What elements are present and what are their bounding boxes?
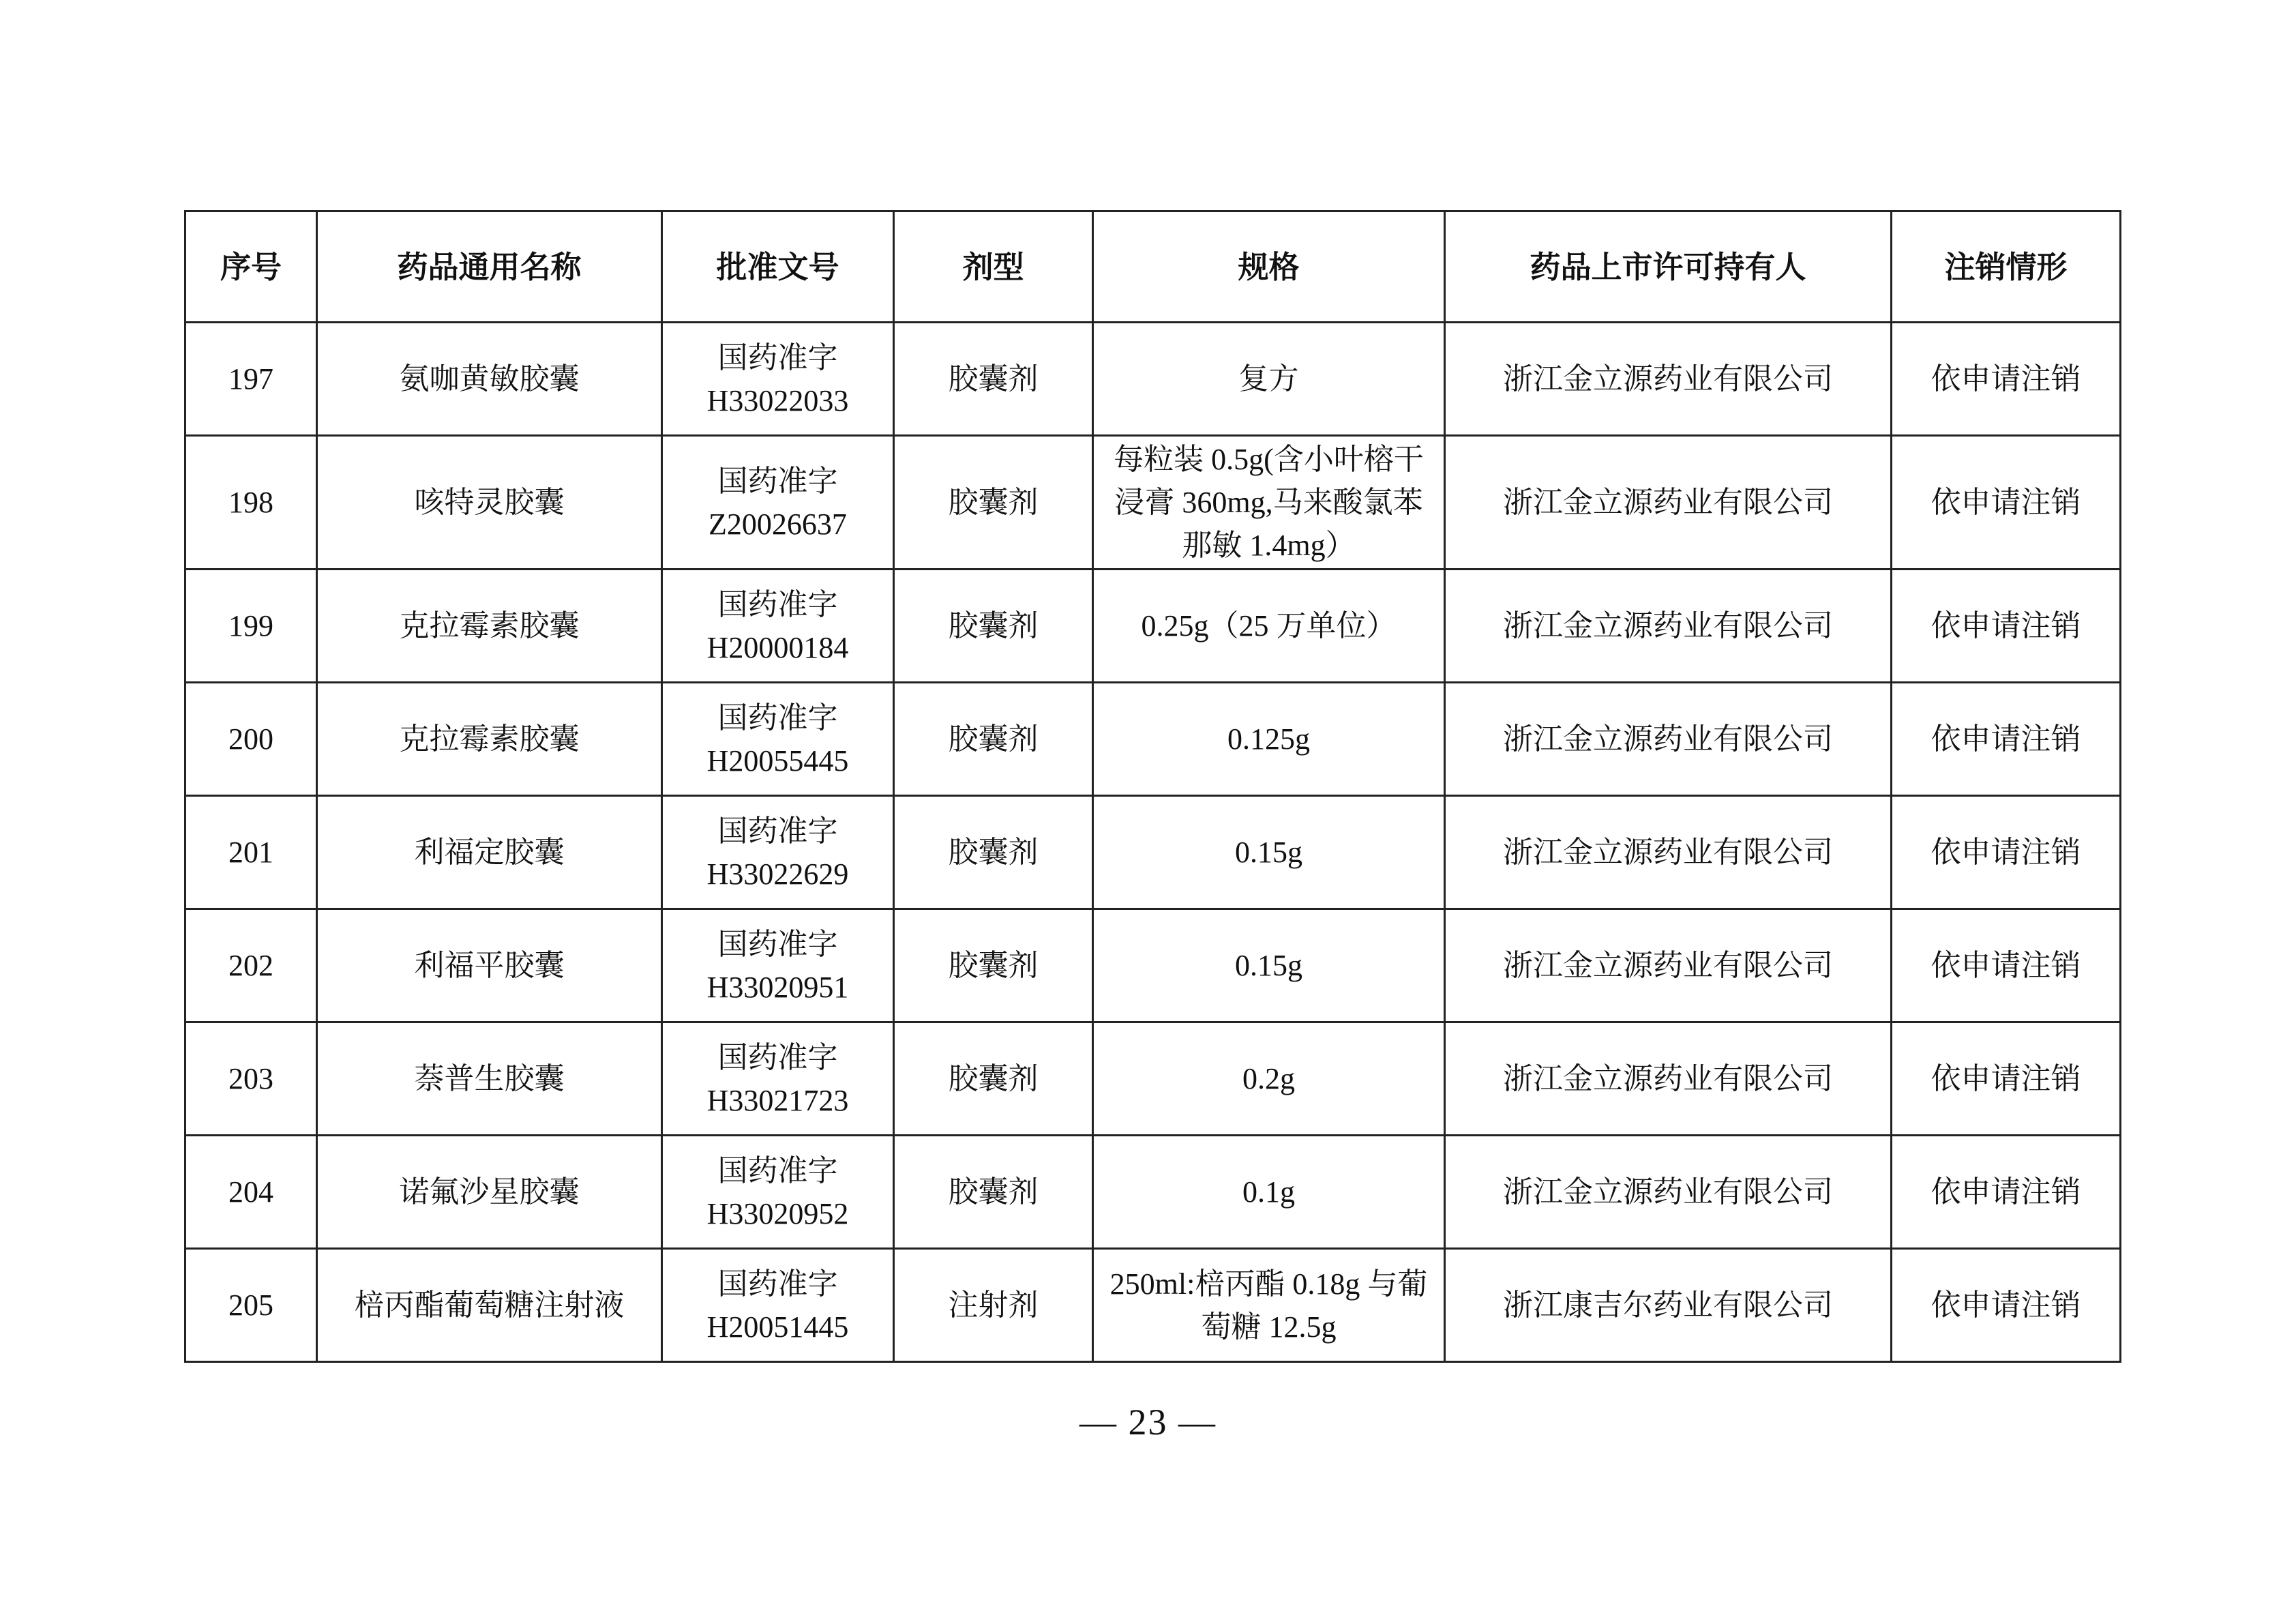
cell-specification — [1093, 909, 1445, 1022]
cell-serial-number: 205 — [185, 1249, 317, 1362]
cell-status: 依申请注销 — [1892, 570, 2121, 683]
cell-approval-number — [662, 909, 894, 1022]
cell-approval-number — [662, 796, 894, 909]
cell-approval-number-line: 国药准字 — [717, 1040, 838, 1074]
cell-approval-number-line: H33021723 — [706, 1083, 849, 1117]
cell-specification-line: 复方 — [1238, 362, 1299, 396]
table-row — [185, 570, 2121, 683]
cell-dosage-form: 胶囊剂 — [894, 909, 1093, 1022]
cell-specification-line: 每粒装 0.5g(含小叶榕干 — [1114, 443, 1424, 476]
cell-specification-line: 0.15g — [1235, 949, 1302, 982]
cell-dosage-form: 胶囊剂 — [894, 1136, 1093, 1249]
cell-holder: 浙江康吉尔药业有限公司 — [1445, 1249, 1892, 1362]
cell-approval-number-line: H33020951 — [706, 970, 849, 1004]
drug-cancellation-table — [184, 210, 2121, 1363]
cell-approval-number-line: 国药准字 — [717, 927, 838, 961]
cell-drug-name: 利福平胶囊 — [317, 909, 662, 1022]
cell-specification-line: 0.2g — [1242, 1062, 1295, 1095]
cell-approval-number-line: H20051445 — [706, 1310, 849, 1344]
cell-specification-line: 那敏 1.4mg） — [1182, 529, 1356, 562]
page-number: — 23 — — [1079, 1402, 1217, 1443]
cell-status: 依申请注销 — [1892, 1136, 2121, 1249]
cell-specification-line: 浸膏 360mg,马来酸氯苯 — [1114, 486, 1423, 519]
cell-holder: 浙江金立源药业有限公司 — [1445, 683, 1892, 796]
cell-approval-number-line: 国药准字 — [717, 464, 838, 498]
header-dosage-form: 剂型 — [894, 211, 1093, 323]
table-row — [185, 436, 2121, 570]
cell-approval-number-line: H33020952 — [706, 1196, 849, 1230]
cell-specification-line: 250ml:棓丙酯 0.18g 与葡 — [1109, 1267, 1428, 1301]
cell-specification-line: 萄糖 12.5g — [1201, 1310, 1337, 1344]
cell-holder: 浙江金立源药业有限公司 — [1445, 796, 1892, 909]
cell-specification-line: 0.125g — [1227, 722, 1310, 756]
table-header-row — [185, 211, 2121, 323]
cell-specification — [1093, 1022, 1445, 1136]
header-marketing-authorization-holder: 药品上市许可持有人 — [1445, 211, 1892, 323]
cell-dosage-form: 胶囊剂 — [894, 683, 1093, 796]
cell-approval-number-line: 国药准字 — [717, 587, 838, 621]
cell-approval-number-line: 国药准字 — [717, 814, 838, 848]
cell-specification — [1093, 796, 1445, 909]
cell-dosage-form: 胶囊剂 — [894, 436, 1093, 570]
cell-specification — [1093, 436, 1445, 570]
cell-serial-number: 200 — [185, 683, 317, 796]
table-body — [185, 323, 2121, 1362]
cell-dosage-form: 胶囊剂 — [894, 323, 1093, 436]
cell-status: 依申请注销 — [1892, 1022, 2121, 1136]
header-drug-generic-name: 药品通用名称 — [317, 211, 662, 323]
cell-specification-line: 0.1g — [1242, 1175, 1295, 1209]
cell-status: 依申请注销 — [1892, 1249, 2121, 1362]
cell-specification — [1093, 323, 1445, 436]
cell-drug-name: 诺氟沙星胶囊 — [317, 1136, 662, 1249]
cell-serial-number: 201 — [185, 796, 317, 909]
cell-approval-number-line: H20055445 — [706, 743, 849, 778]
cell-drug-name: 咳特灵胶囊 — [317, 436, 662, 570]
cell-status: 依申请注销 — [1892, 323, 2121, 436]
cell-approval-number — [662, 570, 894, 683]
cell-dosage-form: 注射剂 — [894, 1249, 1093, 1362]
cell-holder: 浙江金立源药业有限公司 — [1445, 323, 1892, 436]
header-serial-number: 序号 — [185, 211, 317, 323]
cell-serial-number: 204 — [185, 1136, 317, 1249]
cell-serial-number: 202 — [185, 909, 317, 1022]
table-row — [185, 683, 2121, 796]
cell-approval-number — [662, 683, 894, 796]
cell-specification — [1093, 1136, 1445, 1249]
cell-specification-line: 0.25g（25 万单位） — [1141, 609, 1397, 643]
cell-drug-name: 利福定胶囊 — [317, 796, 662, 909]
cell-status: 依申请注销 — [1892, 683, 2121, 796]
header-approval-number: 批准文号 — [662, 211, 894, 323]
cell-serial-number: 197 — [185, 323, 317, 436]
header-cancellation-status: 注销情形 — [1892, 211, 2121, 323]
cell-approval-number — [662, 1249, 894, 1362]
cell-approval-number — [662, 436, 894, 570]
cell-approval-number-line: 国药准字 — [717, 1153, 838, 1187]
cell-approval-number-line: 国药准字 — [717, 700, 838, 735]
cell-holder: 浙江金立源药业有限公司 — [1445, 436, 1892, 570]
cell-status: 依申请注销 — [1892, 436, 2121, 570]
cell-drug-name: 克拉霉素胶囊 — [317, 683, 662, 796]
table-row — [185, 909, 2121, 1022]
cell-specification — [1093, 1249, 1445, 1362]
header-specification: 规格 — [1093, 211, 1445, 323]
cell-approval-number — [662, 1022, 894, 1136]
cell-status: 依申请注销 — [1892, 796, 2121, 909]
cell-approval-number-line: Z20026637 — [709, 507, 847, 541]
cell-specification-line: 0.15g — [1235, 836, 1302, 869]
cell-holder: 浙江金立源药业有限公司 — [1445, 570, 1892, 683]
cell-serial-number: 203 — [185, 1022, 317, 1136]
table-row — [185, 1022, 2121, 1136]
cell-specification — [1093, 683, 1445, 796]
cell-approval-number-line: H33022033 — [706, 383, 849, 417]
table-row — [185, 1136, 2121, 1249]
cell-drug-name: 克拉霉素胶囊 — [317, 570, 662, 683]
table-row — [185, 796, 2121, 909]
cell-approval-number-line: 国药准字 — [717, 1267, 838, 1301]
cell-drug-name: 氨咖黄敏胶囊 — [317, 323, 662, 436]
cell-dosage-form: 胶囊剂 — [894, 796, 1093, 909]
cell-holder: 浙江金立源药业有限公司 — [1445, 909, 1892, 1022]
cell-holder: 浙江金立源药业有限公司 — [1445, 1136, 1892, 1249]
cell-approval-number — [662, 1136, 894, 1249]
cell-serial-number: 198 — [185, 436, 317, 570]
cell-specification — [1093, 570, 1445, 683]
cell-holder: 浙江金立源药业有限公司 — [1445, 1022, 1892, 1136]
cell-status: 依申请注销 — [1892, 909, 2121, 1022]
cell-approval-number-line: H20000184 — [706, 630, 849, 664]
cell-approval-number-line: 国药准字 — [717, 340, 838, 374]
cell-drug-name: 棓丙酯葡萄糖注射液 — [317, 1249, 662, 1362]
cell-serial-number: 199 — [185, 570, 317, 683]
cell-approval-number-line: H33022629 — [706, 857, 849, 891]
cell-dosage-form: 胶囊剂 — [894, 1022, 1093, 1136]
cell-drug-name: 萘普生胶囊 — [317, 1022, 662, 1136]
table-row — [185, 1249, 2121, 1362]
table-row — [185, 323, 2121, 436]
cell-approval-number — [662, 323, 894, 436]
cell-dosage-form: 胶囊剂 — [894, 570, 1093, 683]
